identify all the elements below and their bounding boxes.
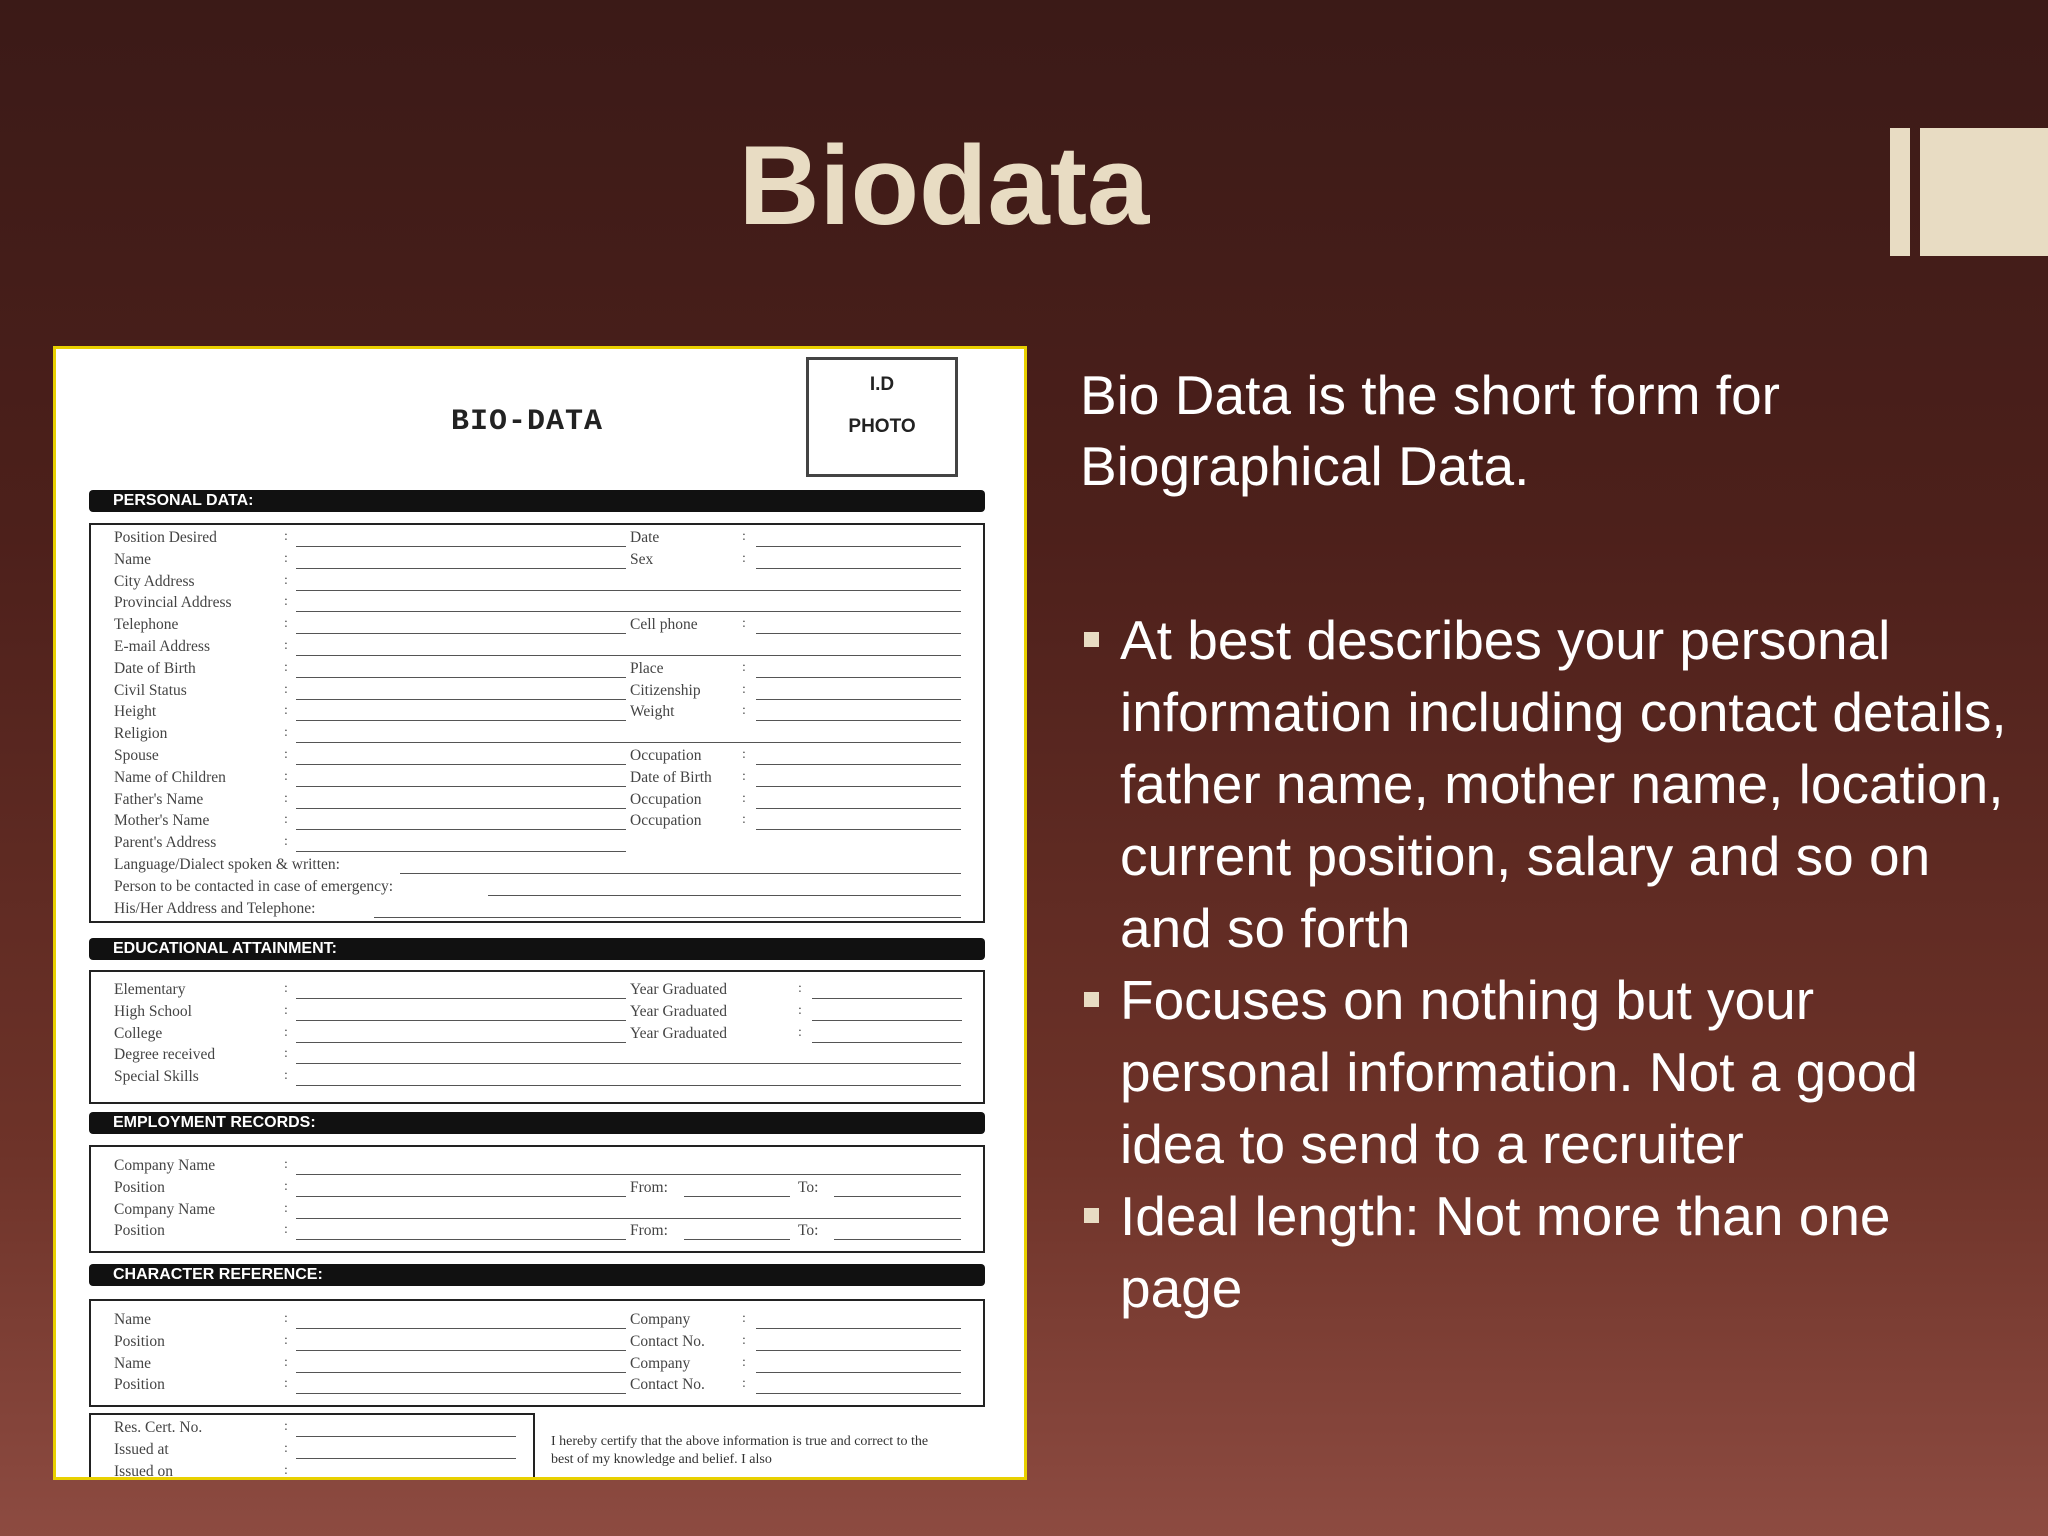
form-blank-line xyxy=(756,808,961,809)
form-field-label: City Address xyxy=(114,572,195,590)
form-blank-line xyxy=(834,1196,961,1197)
form-field-label: Year Graduated xyxy=(630,1002,727,1020)
decorative-bar xyxy=(1890,128,1910,256)
bullet-list xyxy=(1082,604,2022,1324)
form-blank-line xyxy=(296,1042,626,1043)
form-colon: : xyxy=(284,1157,288,1172)
form-blank-line xyxy=(756,633,961,634)
form-field-label: From: xyxy=(630,1222,668,1240)
form-blank-line xyxy=(812,998,962,999)
form-field-label: Elementary xyxy=(114,981,186,998)
form-blank-line xyxy=(756,546,961,547)
section-box-education xyxy=(89,970,985,1104)
section-header-personal: PERSONAL DATA: xyxy=(89,490,985,512)
form-colon: : xyxy=(284,1332,288,1348)
form-field-label: Date of Birth xyxy=(114,659,196,677)
form-blank-line xyxy=(812,1042,962,1043)
form-blank-line xyxy=(296,568,626,569)
form-colon: : xyxy=(284,1462,288,1478)
form-blank-line xyxy=(296,1393,626,1394)
form-blank-line xyxy=(296,720,626,721)
decorative-block xyxy=(1920,128,2048,256)
form-field-label: Citizenship xyxy=(630,681,701,699)
form-colon: : xyxy=(284,790,288,806)
form-field-label: Place xyxy=(630,659,664,677)
form-field-label: Height xyxy=(114,703,157,721)
form-field-label: Contact No. xyxy=(630,1376,705,1394)
form-field-label: Position Desired xyxy=(114,529,217,546)
form-field-label: Special Skills xyxy=(114,1068,199,1086)
form-field-label: Civil Status xyxy=(114,681,187,699)
form-colon: : xyxy=(284,981,288,996)
form-colon: : xyxy=(284,1200,288,1216)
form-field-label: Parent's Address xyxy=(114,834,217,852)
form-blank-line xyxy=(756,720,961,721)
form-field-label: From: xyxy=(630,1178,668,1196)
form-colon: : xyxy=(284,812,288,828)
square-bullet-icon xyxy=(1084,1208,1099,1223)
form-colon: : xyxy=(742,1354,746,1370)
form-blank-line xyxy=(296,1436,516,1437)
form-field-label: Name of Children xyxy=(114,768,226,786)
form-field-label: Position xyxy=(114,1178,165,1196)
form-colon: : xyxy=(284,681,288,697)
form-field-label: Issued on xyxy=(114,1462,173,1480)
form-colon: : xyxy=(284,572,288,588)
form-colon: : xyxy=(284,616,288,632)
form-field-label: Company xyxy=(630,1354,691,1372)
form-colon: : xyxy=(742,681,746,697)
form-blank-line xyxy=(296,677,626,678)
form-field-label: Spouse xyxy=(114,747,159,764)
form-colon: : xyxy=(284,529,288,544)
form-field-label: Company xyxy=(630,1311,691,1328)
form-field-label: Name xyxy=(114,1354,152,1372)
form-field-label: Company Name xyxy=(114,1157,216,1174)
form-blank-line xyxy=(756,1328,961,1329)
form-field-label: Sex xyxy=(630,550,654,568)
form-blank-line xyxy=(296,851,626,852)
form-blank-line xyxy=(296,1085,961,1086)
form-blank-line xyxy=(296,699,626,700)
form-field-label: To: xyxy=(798,1178,819,1196)
form-blank-line xyxy=(296,1196,626,1197)
bullet-item xyxy=(1082,964,2022,1180)
form-blank-line xyxy=(296,1063,961,1064)
bullet-text: Ideal length: Not more than one page xyxy=(1120,1185,1891,1319)
form-colon: : xyxy=(284,1354,288,1370)
form-field-label: Res. Cert. No. xyxy=(114,1419,203,1436)
form-blank-line xyxy=(756,1393,961,1394)
form-field-label: Degree received xyxy=(114,1046,216,1064)
form-field-label: Company Name xyxy=(114,1200,216,1218)
form-colon: : xyxy=(284,594,288,610)
form-field-label: Year Graduated xyxy=(630,981,727,998)
form-blank-line xyxy=(296,786,626,787)
form-field-label: Language/Dialect spoken & written: xyxy=(114,856,340,873)
form-colon: : xyxy=(284,747,288,762)
form-blank-line xyxy=(756,829,961,830)
biodata-form-image xyxy=(53,346,1027,1480)
form-colon: : xyxy=(284,725,288,741)
form-blank-line xyxy=(756,764,961,765)
form-colon: : xyxy=(742,1376,746,1392)
form-field-label: Occupation xyxy=(630,790,702,808)
form-blank-line xyxy=(756,1372,961,1373)
form-colon: : xyxy=(284,1440,288,1456)
form-blank-line xyxy=(834,1239,961,1240)
form-field-label: Position xyxy=(114,1332,165,1350)
form-colon: : xyxy=(742,616,746,632)
form-field-label: Father's Name xyxy=(114,790,204,808)
certification-text: I hereby certify that the above information is true and correct to the best of my knowledge and belief. I also xyxy=(551,1434,929,1467)
form-blank-line xyxy=(756,1350,961,1351)
form-blank-line xyxy=(296,1218,961,1219)
square-bullet-icon xyxy=(1084,632,1099,647)
form-blank-line xyxy=(374,917,961,918)
form-colon: : xyxy=(742,550,746,566)
form-colon: : xyxy=(742,1332,746,1348)
form-colon: : xyxy=(284,550,288,566)
form-blank-line xyxy=(296,1372,626,1373)
form-blank-line xyxy=(296,1350,626,1351)
form-blank-line xyxy=(756,786,961,787)
form-blank-line xyxy=(296,764,626,765)
form-field-label: Occupation xyxy=(630,747,702,764)
form-colon: : xyxy=(742,703,746,719)
form-colon: : xyxy=(742,529,746,544)
form-field-label: Occupation xyxy=(630,812,702,830)
form-blank-line xyxy=(296,1328,626,1329)
section-box-employment xyxy=(89,1145,985,1253)
intro-text: Bio Data is the short form for Biographical Data. xyxy=(1080,364,1780,497)
form-colon: : xyxy=(798,981,802,996)
form-colon: : xyxy=(798,1002,802,1018)
form-colon: : xyxy=(284,768,288,784)
section-header-education: EDUCATIONAL ATTAINMENT: xyxy=(89,938,985,960)
form-field-label: Weight xyxy=(630,703,675,721)
form-title: BIO-DATA xyxy=(451,405,604,439)
form-blank-line xyxy=(400,873,961,874)
form-colon: : xyxy=(284,703,288,719)
form-colon: : xyxy=(742,790,746,806)
form-field-label: Name xyxy=(114,1311,152,1328)
form-colon: : xyxy=(284,1068,288,1084)
form-field-label: Date of Birth xyxy=(630,768,712,786)
form-blank-line xyxy=(296,655,961,656)
form-field-label: Provincial Address xyxy=(114,594,232,612)
section-box-reference xyxy=(89,1299,985,1407)
form-colon: : xyxy=(284,1419,288,1434)
form-colon: : xyxy=(742,747,746,762)
form-field-label: Year Graduated xyxy=(630,1024,727,1042)
form-field-label: To: xyxy=(798,1222,819,1240)
form-colon: : xyxy=(798,1024,802,1040)
form-colon: : xyxy=(284,1046,288,1062)
form-blank-line xyxy=(812,1020,962,1021)
form-blank-line xyxy=(296,611,961,612)
form-field-label: Cell phone xyxy=(630,616,698,634)
form-blank-line xyxy=(756,568,961,569)
form-blank-line xyxy=(756,677,961,678)
form-blank-line xyxy=(684,1196,790,1197)
bullet-text: Focuses on nothing but your personal information. Not a good idea to send to a recruiter xyxy=(1120,969,1918,1175)
form-blank-line xyxy=(756,699,961,700)
form-field-label: Contact No. xyxy=(630,1332,705,1350)
form-field-label: Date xyxy=(630,529,660,546)
form-colon: : xyxy=(284,1222,288,1238)
form-field-label: Issued at xyxy=(114,1440,169,1458)
form-field-label: Mother's Name xyxy=(114,812,210,830)
form-field-label: Position xyxy=(114,1222,165,1240)
form-blank-line xyxy=(296,633,626,634)
form-colon: : xyxy=(742,659,746,675)
form-field-label: E-mail Address xyxy=(114,638,210,655)
form-colon: : xyxy=(284,1024,288,1040)
form-blank-line xyxy=(296,1239,626,1240)
form-colon: : xyxy=(284,834,288,850)
form-colon: : xyxy=(284,1376,288,1392)
form-colon: : xyxy=(284,1178,288,1194)
photo-label-id: I.D xyxy=(869,374,895,395)
section-header-reference: CHARACTER REFERENCE: xyxy=(89,1264,985,1286)
form-colon: : xyxy=(284,638,288,653)
form-blank-line xyxy=(296,1020,626,1021)
section-header-employment: EMPLOYMENT RECORDS: xyxy=(89,1112,985,1134)
form-field-label: Person to be contacted in case of emergency: xyxy=(114,877,394,895)
photo-label-photo: PHOTO xyxy=(848,416,916,437)
form-blank-line xyxy=(296,742,961,743)
id-photo-box xyxy=(806,357,958,477)
form-blank-line xyxy=(296,829,626,830)
form-colon: : xyxy=(284,1311,288,1326)
form-blank-line xyxy=(488,895,961,896)
form-blank-line xyxy=(296,1458,516,1459)
form-field-label: Name xyxy=(114,550,152,568)
form-blank-line xyxy=(296,590,961,591)
form-field-label: College xyxy=(114,1024,163,1042)
slide-title: Biodata xyxy=(738,123,1150,248)
form-colon: : xyxy=(742,1311,746,1326)
form-field-label: Religion xyxy=(114,725,168,743)
form-colon: : xyxy=(742,768,746,784)
form-colon: : xyxy=(284,659,288,675)
square-bullet-icon xyxy=(1084,992,1099,1007)
form-field-label: His/Her Address and Telephone: xyxy=(114,899,316,917)
form-field-label: Telephone xyxy=(114,616,179,634)
bullet-text: At best describes your personal information including contact details, father name, mother name, location, current position, salary and so on and so forth xyxy=(1120,609,2007,959)
bullet-item xyxy=(1082,1180,2022,1324)
form-blank-line xyxy=(296,808,626,809)
bullet-item xyxy=(1082,604,2022,964)
form-field-label: High School xyxy=(114,1002,192,1020)
form-blank-line xyxy=(684,1239,790,1240)
form-blank-line xyxy=(296,546,626,547)
form-colon: : xyxy=(284,1002,288,1018)
form-blank-line xyxy=(296,1174,961,1175)
form-field-label: Position xyxy=(114,1376,165,1394)
form-colon: : xyxy=(742,812,746,828)
form-blank-line xyxy=(296,998,626,999)
